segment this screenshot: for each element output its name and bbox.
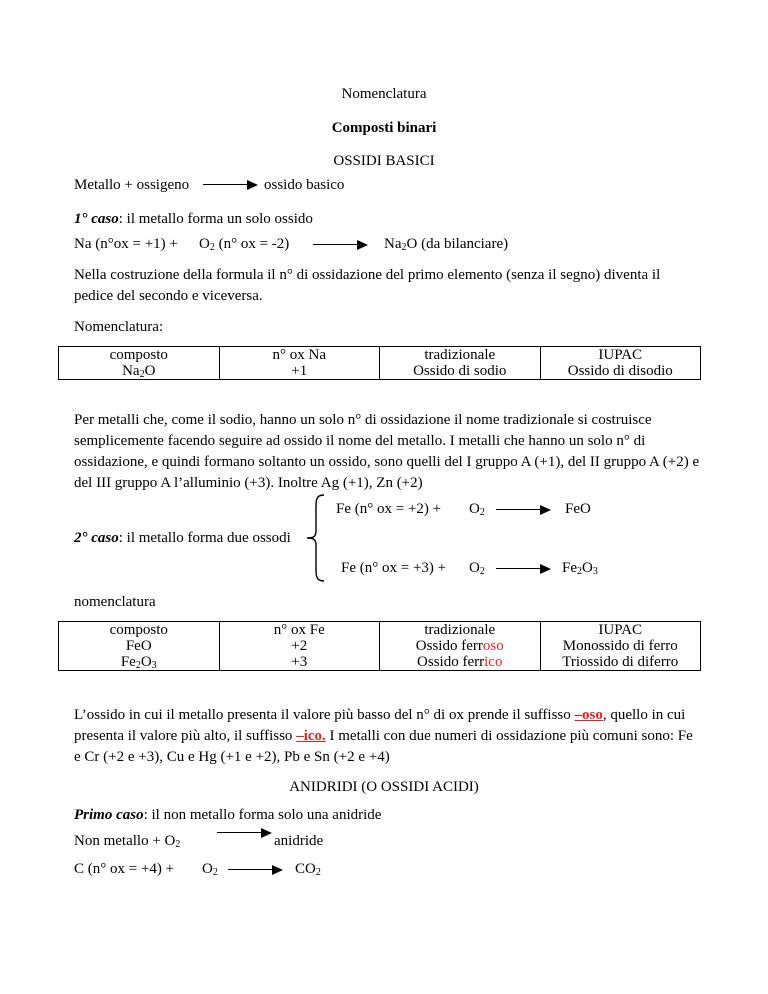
page-title: Nomenclatura: [341, 86, 427, 102]
equation-na-product: $Na_2O$ (da bilanciare): [384, 236, 509, 253]
table-cell-iupac: IUPAC Ossido di disodio: [540, 347, 701, 380]
table-cell-ox: n° ox Fe +2 +3: [219, 622, 380, 671]
equation-na-left: Na (n°ox = +1) +: [74, 236, 178, 252]
nomenclature-label-2: nomenclatura: [74, 594, 156, 610]
equation-c-left: C (n° ox = +4) +: [74, 861, 175, 877]
paragraph-formula-rule: Nella costruzione della formula il n° di ossidazione del primo elemento (senza il segno) diventa il pedice del secondo e viceversa.: [74, 267, 661, 304]
table-row: [59, 622, 701, 671]
primo-caso: Primo caso: il non metallo forma solo una anidride: [74, 807, 382, 823]
reaction-arrow-icon: [496, 564, 550, 574]
curly-brace-icon: [304, 493, 328, 583]
equation-general-right: ossido basico: [264, 177, 345, 193]
page-subtitle: Composti binari: [331, 120, 437, 136]
table-cell-iupac: IUPAC Monossido di ferro Triossido di diferro: [540, 622, 701, 671]
paragraph-single-ox-metals: Per metalli che, come il sodio, hanno un solo n° di ossidazione il nome tradizionale si costruisce semplicemente facendo seguire ad ossido il nome del metallo. I metalli che hanno un solo n° di ossidazione, e quindi formano soltanto un ossido, sono quelli del I gruppo A (+1), del II gruppo A (+2) e del III gruppo A l’alluminio (+3). Inoltre Ag (+1), Zn (+2): [74, 412, 700, 491]
reaction-arrow-icon: [203, 180, 257, 190]
nomenclature-label: Nomenclatura:: [74, 319, 164, 335]
table-cell-ox: n° ox Na +1: [219, 347, 380, 380]
table-sodium-oxide: [58, 346, 701, 380]
equation-na-o2: $O_2$ (n° ox = -2): [199, 236, 290, 253]
equation-nonmetal-right: anidride: [274, 833, 324, 849]
equation-c-product: $CO_2$: [295, 861, 321, 878]
equation-nonmetal-left: Non metallo + $O_2$: [74, 833, 181, 850]
table-row: [59, 347, 701, 380]
reaction-arrow-icon: [313, 240, 367, 250]
equation-fe2-product: FeO: [565, 501, 591, 517]
table-cell-traditional: tradizionale Ossido di sodio: [380, 347, 541, 380]
equation-fe3-o2: $O_2$: [469, 560, 485, 577]
table-cell-compound: composto FeO $Fe_2O_3$: [59, 622, 220, 671]
table-cell-traditional: tradizionale Ossido ferroso Ossido ferrico: [380, 622, 541, 671]
equation-c-o2: $O_2$: [202, 861, 218, 878]
paragraph-suffix-rule: L’ossido in cui il metallo presenta il valore più basso del n° di ox prende il suffisso –oso, quello in cui presenta il valore più alto, il suffisso –ico. I metalli con due numeri di ossidazione più comuni sono: Fe e Cr (+2 e +3), Cu e Hg (+1 e +2), Pb e Sn (+2 e +4): [74, 707, 693, 765]
equation-general-left: Metallo + ossigeno: [74, 177, 190, 193]
equation-fe3-product: $Fe_2O_3$: [562, 560, 598, 577]
case-2: 2° caso: il metallo forma due ossodi: [74, 530, 291, 546]
section-title-basic-oxides: OSSIDI BASICI: [333, 153, 435, 169]
equation-fe2-o2: $O_2$: [469, 501, 485, 518]
reaction-arrow-icon: [217, 828, 271, 838]
reaction-arrow-icon: [496, 505, 550, 515]
case-1: 1° caso: il metallo forma un solo ossido: [74, 211, 313, 227]
reaction-arrow-icon: [228, 865, 282, 875]
section-title-anhydrides: ANIDRIDI (O OSSIDI ACIDI): [289, 779, 479, 795]
table-iron-oxides: [58, 621, 701, 671]
table-cell-compound: composto $Na_2O$: [59, 347, 220, 380]
equation-fe2-left: Fe (n° ox = +2) +: [336, 501, 442, 517]
equation-fe3-left: Fe (n° ox = +3) +: [341, 560, 447, 576]
